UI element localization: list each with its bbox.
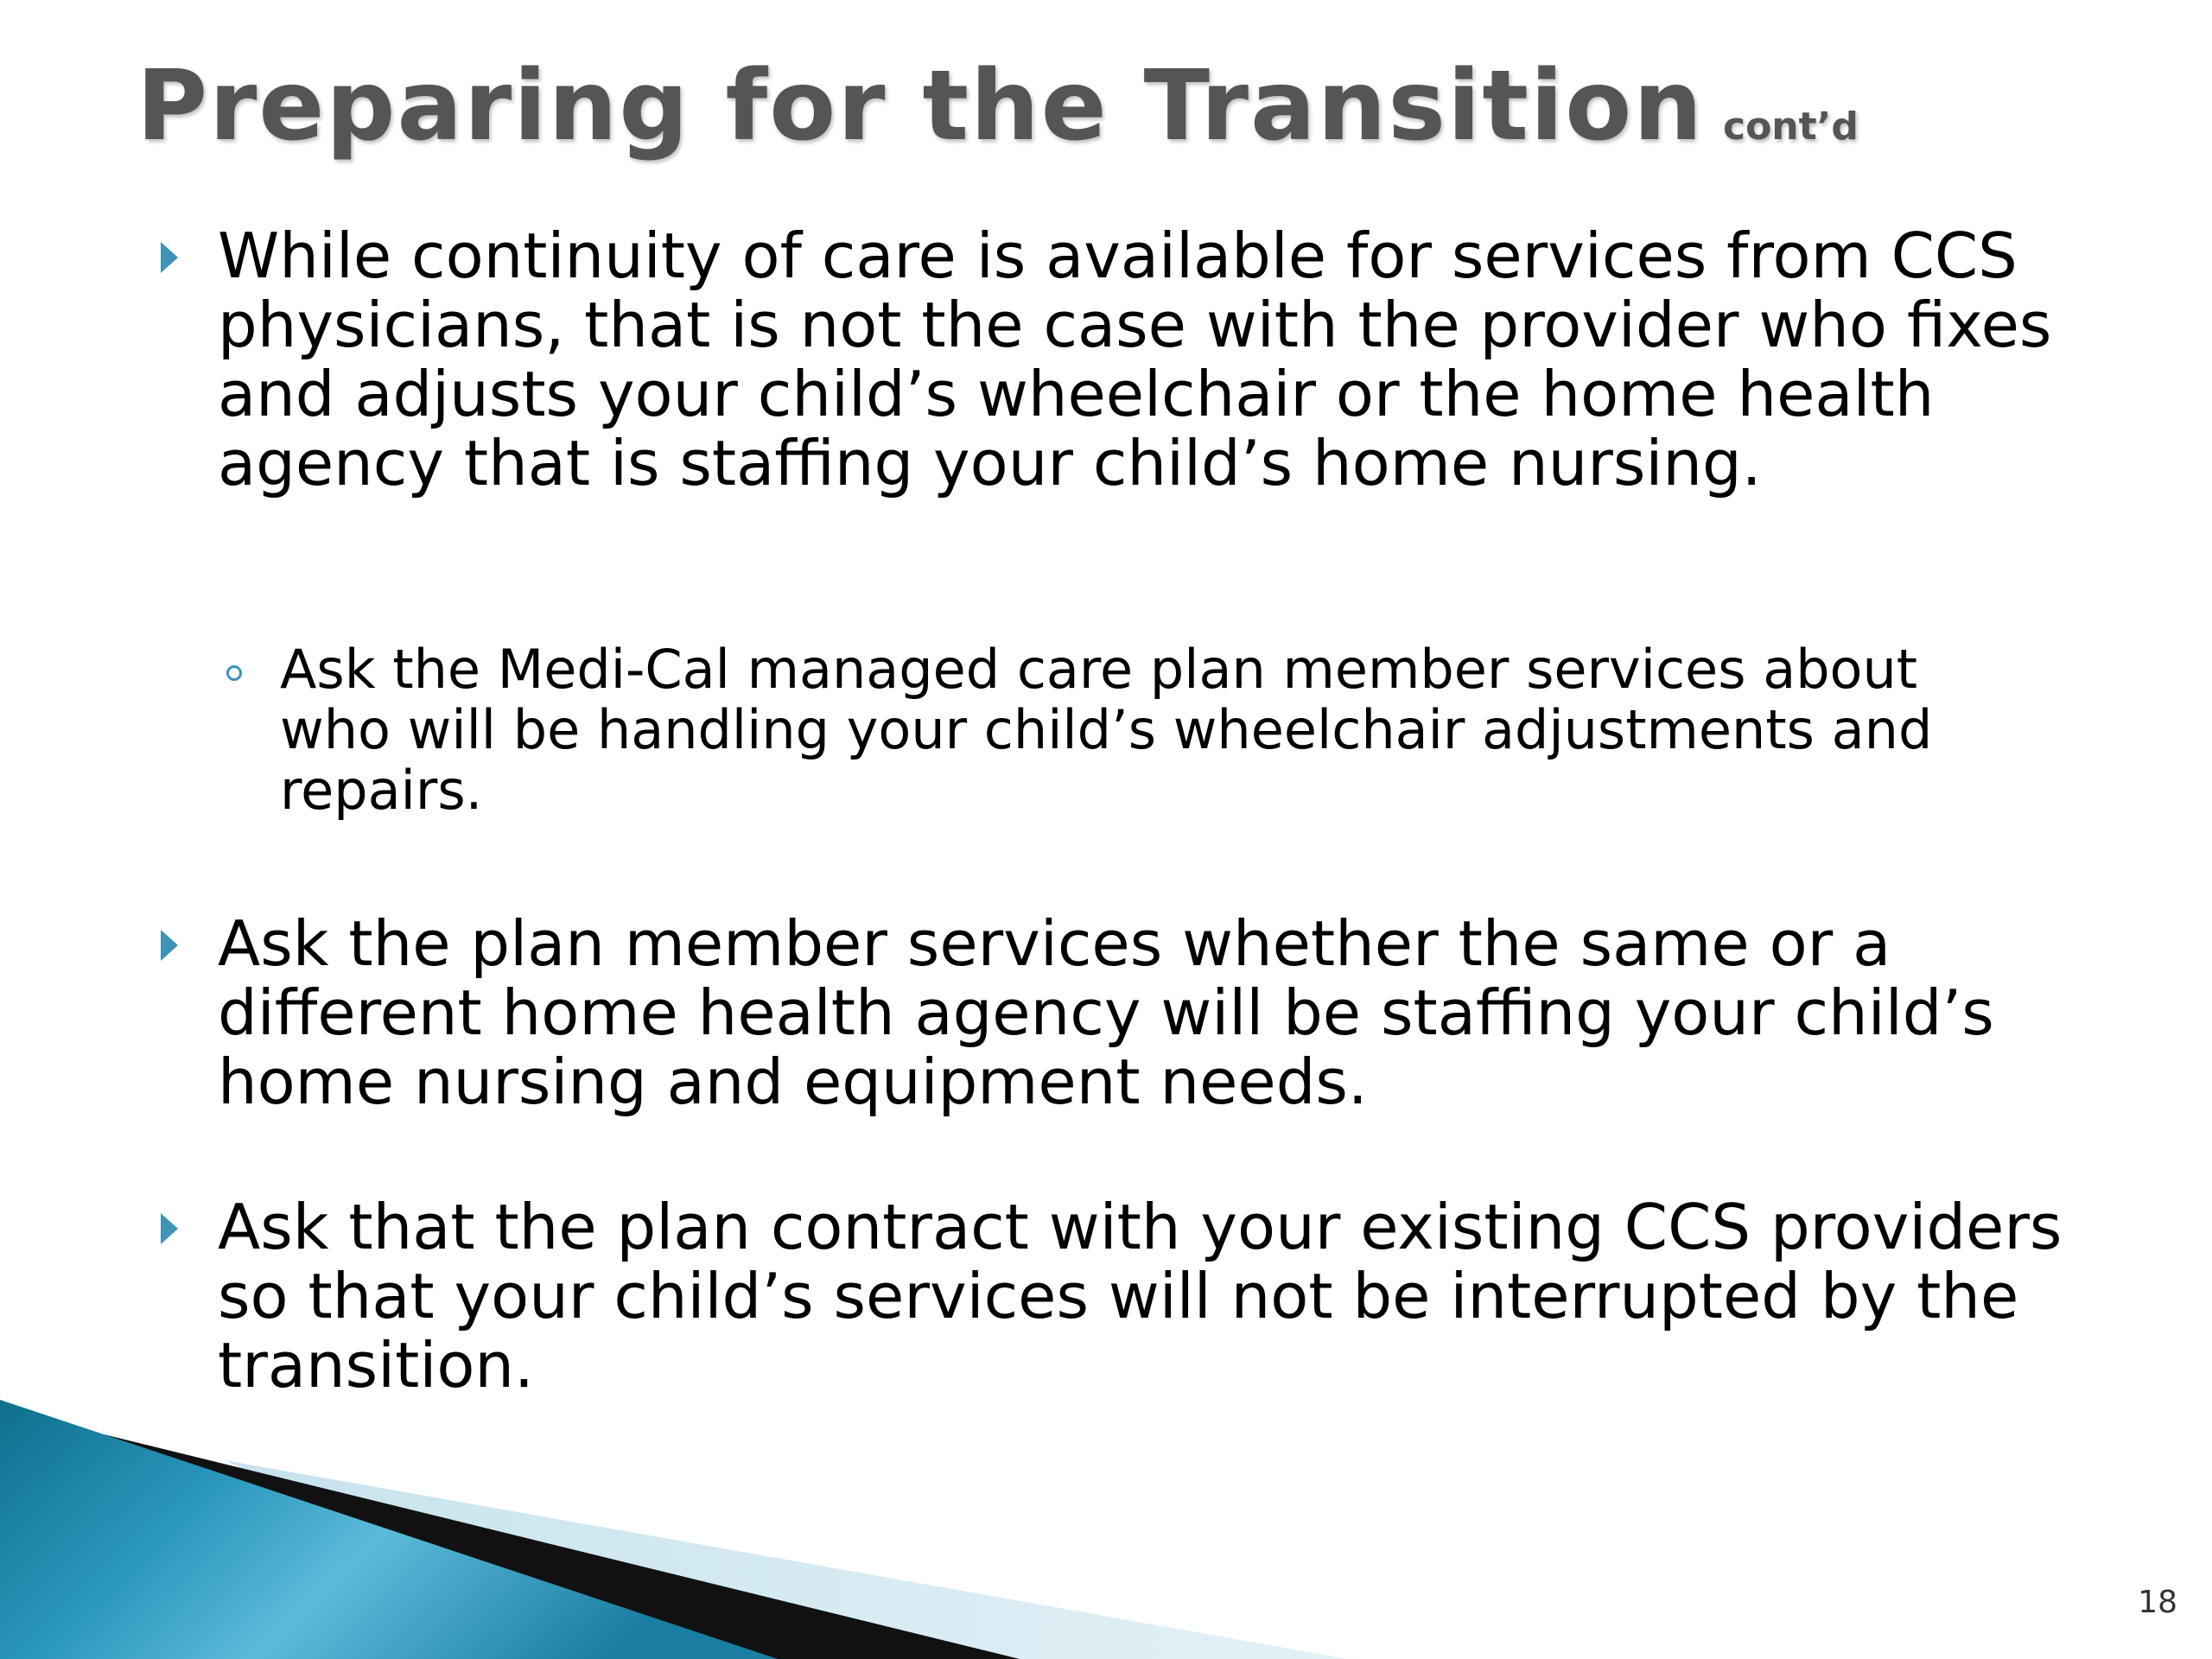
sub-bullet-ring-icon [226, 665, 242, 681]
bullet-arrow-icon [161, 930, 178, 961]
bullet-arrow-icon [161, 1213, 178, 1244]
page-number: 18 [2138, 1585, 2177, 1620]
slide-title [137, 41, 1859, 192]
bullet-item: While continuity of care is available for services from CCS physicians, that is not the case with the provider who fixes and adjusts your child’s wheelchair or the home health agency that is staffing your child’s home nursing. [218, 219, 2052, 499]
bullet-item: Ask the plan member services whether the same or a different home health agency will be staffing your child’s home nursing and equipment needs. [218, 907, 1994, 1118]
bullet-item: Ask that the plan contract with your existing CCS providers so that your child’s services will not be interrupted by the transition. [218, 1191, 2063, 1402]
slide-title-suffix: cont’d [1722, 105, 1859, 149]
slide-title-text: Preparing for the Transition [137, 50, 1704, 162]
bullet-arrow-icon [161, 242, 178, 273]
sub-bullet-item: Ask the Medi-Cal managed care plan member services about who will be handling your child’s wheelchair adjustments and repairs. [280, 638, 1933, 822]
